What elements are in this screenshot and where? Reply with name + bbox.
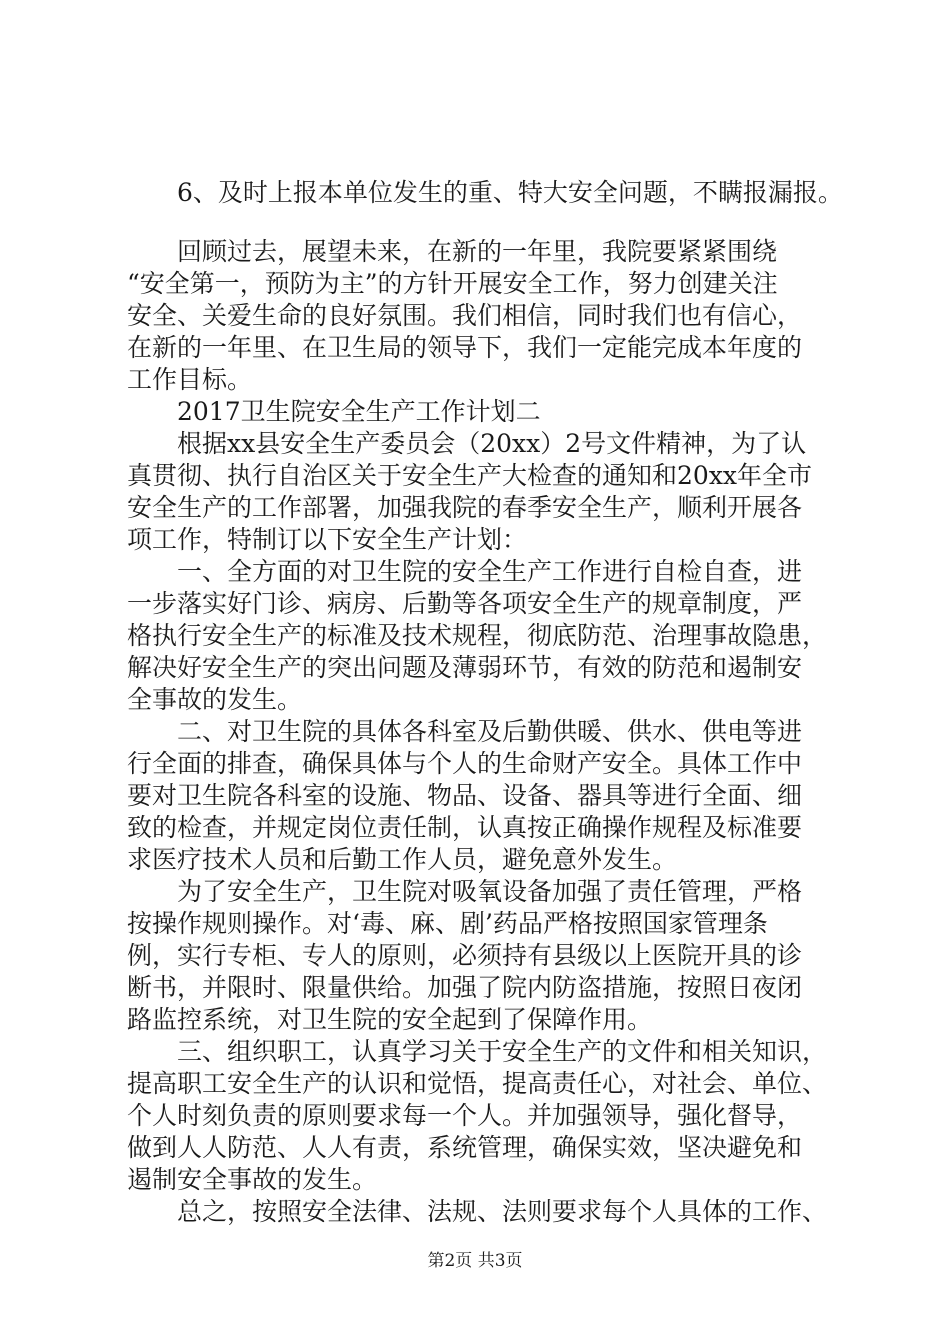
text-line: 致的检查，并规定岗位责任制，认真按正确操作规程及标准要	[127, 813, 803, 842]
text-line: 工作目标。	[127, 365, 253, 394]
text-line: 二、对卫生院的具体各科室及后勤供暖、供水、供电等进	[127, 717, 803, 746]
text-line: 遏制安全事故的发生。	[127, 1165, 378, 1194]
text-line: “安全第一，预防为主”的方针开展安全工作，努力创建关注	[127, 269, 778, 298]
text-line: 提高职工安全生产的认识和觉悟，提高责任心，对社会、单位、	[127, 1069, 828, 1098]
text-line: 做到人人防范、人人有责，系统管理，确保实效，坚决避免和	[127, 1133, 803, 1162]
text-line: 根据xx县安全生产委员会（20xx）2号文件精神，为了认	[127, 429, 807, 458]
text-line: 行全面的排查，确保具体与个人的生命财产安全。具体工作中	[127, 749, 803, 778]
text-line: 安全生产的工作部署，加强我院的春季安全生产，顺利开展各	[127, 493, 803, 522]
text-line: 断书，并限时、限量供给。加强了院内防盗措施，按照日夜闭	[127, 973, 803, 1002]
text-line: 在新的一年里、在卫生局的领导下，我们一定能完成本年度的	[127, 333, 803, 362]
text-line: 6、及时上报本单位发生的重、特大安全问题，不瞒报漏报。	[127, 178, 843, 207]
text-line: 一步落实好门诊、病房、后勤等各项安全生产的规章制度，严	[127, 589, 803, 618]
text-line: 一、全方面的对卫生院的安全生产工作进行自检自查，进	[127, 557, 803, 586]
text-line: 要对卫生院各科室的设施、物品、设备、器具等进行全面、细	[127, 781, 803, 810]
text-line: 三、组织职工，认真学习关于安全生产的文件和相关知识，	[127, 1037, 828, 1066]
text-line: 解决好安全生产的突出问题及薄弱环节，有效的防范和遏制安	[127, 653, 803, 682]
text-line: 安全、关爱生命的良好氛围。我们相信，同时我们也有信心，	[127, 301, 803, 330]
text-line: 按操作规则操作。对‘毒、麻、剧’药品严格按照国家管理条	[127, 909, 768, 938]
text-line: 路监控系统，对卫生院的安全起到了保障作用。	[127, 1005, 653, 1034]
text-line: 例，实行专柜、专人的原则，必须持有县级以上医院开具的诊	[127, 941, 803, 970]
text-line: 为了安全生产，卫生院对吸氧设备加强了责任管理，严格	[127, 877, 803, 906]
text-line: 全事故的发生。	[127, 685, 303, 714]
section-heading: 2017卫生院安全生产工作计划二	[127, 397, 541, 426]
text-line: 总之，按照安全法律、法规、法则要求每个人具体的工作、	[127, 1197, 828, 1226]
text-line: 回顾过去，展望未来，在新的一年里，我院要紧紧围绕	[127, 237, 778, 266]
text-line: 求医疗技术人员和后勤工作人员，避免意外发生。	[127, 845, 678, 874]
text-line: 项工作，特制订以下安全生产计划：	[127, 525, 528, 554]
text-line: 真贯彻、执行自治区关于安全生产大检查的通知和20xx年全市	[127, 461, 813, 490]
text-line: 个人时刻负责的原则要求每一个人。并加强领导，强化督导，	[127, 1101, 803, 1130]
text-line: 格执行安全生产的标准及技术规程，彻底防范、治理事故隐患，	[127, 621, 828, 650]
page-footer: 第2页 共3页	[427, 1251, 523, 1271]
